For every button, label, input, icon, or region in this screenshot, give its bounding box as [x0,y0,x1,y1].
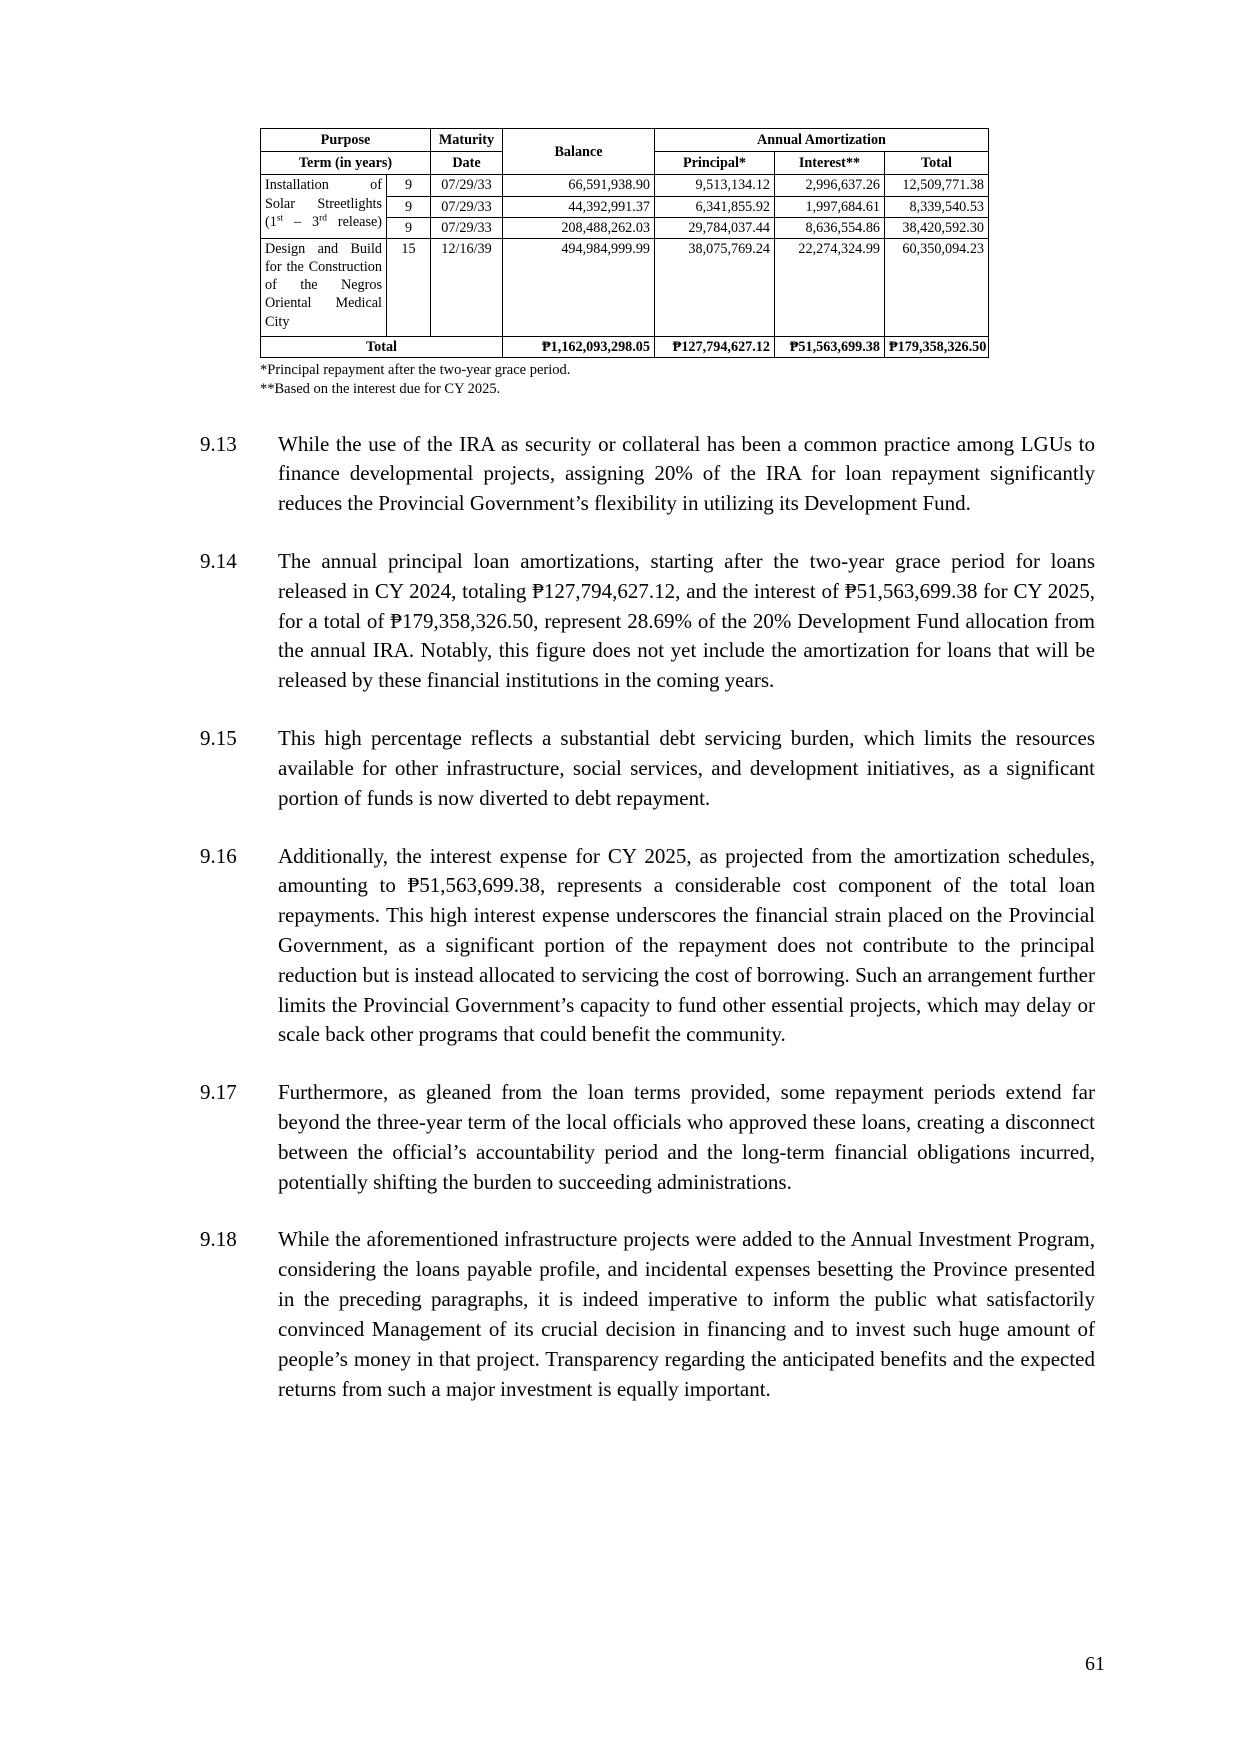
header-total: Total [885,152,989,175]
header-term: Term (in years) [261,152,431,175]
total-principal: ₱127,794,627.12 [655,336,775,357]
total-total: ₱179,358,326.50 [885,336,989,357]
cell-maturity: 07/29/33 [431,196,503,217]
purpose-text-line2: Solar Streetlights [265,195,382,212]
cell-purpose-solar [261,175,387,239]
table-footnotes [260,361,1105,400]
paragraph-number: 9.16 [200,843,237,868]
paragraph-number: 9.13 [200,431,237,456]
header-purpose: Purpose [261,129,431,152]
cell-principal: 9,513,134.12 [655,175,775,196]
cell-principal: 29,784,037.44 [655,217,775,238]
table-row [261,175,989,196]
cell-term: 15 [387,238,431,336]
amortization-table [260,128,989,358]
paragraph-9-16 [200,842,1095,1051]
ordinal-suffix-rd: rd [319,212,327,223]
paragraph-text: While the use of the IRA as security or collateral has been a common practice among LGUs to finance developmental projects, assigning 20% of the IRA for loan repayment significantly reduces the Provincial Government’s flexibility in utilizing its Development Fund. [278,431,1095,516]
body-content [200,430,1095,1405]
header-principal: Principal* [655,152,775,175]
cell-total: 12,509,771.38 [885,175,989,196]
cell-term: 9 [387,175,431,196]
total-balance: ₱1,162,093,298.05 [503,336,655,357]
paragraph-number: 9.17 [200,1080,237,1105]
cell-term: 9 [387,196,431,217]
header-interest: Interest** [775,152,885,175]
cell-balance: 44,392,991.37 [503,196,655,217]
paragraph-text: Furthermore, as gleaned from the loan terms provided, some repayment periods extend far beyond the three-year term of the local officials who approved these loans, creating a disconnect between the official’s accountability period and the long-term financial obligations incurred, potentially shifting the burden to succeeding administrations. [278,1080,1095,1194]
table-total-row [261,336,989,357]
table-header-row-1 [261,129,989,152]
paragraph-text: The annual principal loan amortizations, starting after the two-year grace period for loans released in CY 2024, totaling ₱127,794,627.12, and the interest of ₱51,563,699.38 for CY 2025, for a total of ₱179,358,326.50, represent 28.69% of the 20% Development Fund allocation from the annual IRA. Notably, this figure does not yet include the amortization for loans that will be released by these financial institutions in the coming years. [278,549,1095,693]
purpose-text-line3: (1st – 3rd release) [265,212,382,230]
cell-balance: 208,488,262.03 [503,217,655,238]
cell-maturity: 07/29/33 [431,175,503,196]
cell-interest: 1,997,684.61 [775,196,885,217]
cell-balance: 494,984,999.99 [503,238,655,336]
paragraph-text: While the aforementioned infrastructure projects were added to the Annual Investment Program, considering the loans payable profile, and incidental expenses besetting the Province presented in the preceding paragraphs, it is indeed imperative to inform the public what satisfactorily convinced Management of its crucial decision in financing and to invest such huge amount of people’s money in that project. Transparency regarding the anticipated benefits and the expected returns from such a major investment is equally important. [278,1227,1095,1401]
table-body [261,175,989,358]
cell-maturity: 12/16/39 [431,238,503,336]
cell-total: 8,339,540.53 [885,196,989,217]
amortization-table-container [260,128,1105,358]
cell-purpose-medical-city: Design and Build for the Construction of the Negros Oriental Medical City [261,238,387,336]
header-balance: Balance [503,129,655,175]
paragraph-text: This high percentage reflects a substantial debt servicing burden, which limits the resources available for other infrastructure, social services, and development initiatives, as a significant portion of funds is now diverted to debt repayment. [278,726,1095,810]
cell-total: 60,350,094.23 [885,238,989,336]
cell-interest: 22,274,324.99 [775,238,885,336]
paragraph-number: 9.15 [200,726,237,751]
cell-principal: 38,075,769.24 [655,238,775,336]
cell-maturity: 07/29/33 [431,217,503,238]
cell-interest: 2,996,637.26 [775,175,885,196]
paragraph-number: 9.18 [200,1227,237,1252]
header-maturity-line1: Maturity [431,129,503,152]
ordinal-suffix-st: st [276,212,284,223]
cell-interest: 8,636,554.86 [775,217,885,238]
table-header [261,129,989,175]
paragraph-9-13 [200,430,1095,519]
table-row [261,238,989,336]
total-interest: ₱51,563,699.38 [775,336,885,357]
cell-principal: 6,341,855.92 [655,196,775,217]
total-row-label: Total [261,336,503,357]
header-annual-amortization: Annual Amortization [655,129,989,152]
footnote-interest: **Based on the interest due for CY 2025. [260,381,501,398]
footnote-principal: *Principal repayment after the two-year grace period. [260,362,571,379]
purpose-text-line1: Installation of [265,177,382,194]
paragraph-9-15 [200,724,1095,813]
page-number: 61 [1085,1653,1105,1675]
paragraph-9-14 [200,547,1095,696]
paragraph-9-18 [200,1225,1095,1404]
header-maturity-line2: Date [431,152,503,175]
cell-balance: 66,591,938.90 [503,175,655,196]
cell-total: 38,420,592.30 [885,217,989,238]
paragraph-number: 9.14 [200,549,237,574]
paragraph-9-17 [200,1078,1095,1197]
paragraph-text: Additionally, the interest expense for CY 2025, as projected from the amortization schedules, amounting to ₱51,563,699.38, represents a considerable cost component of the total loan repayments. This high interest expense underscores the financial strain placed on the Provincial Government, as a significant portion of the repayment does not contribute to the principal reduction but is instead allocated to servicing the cost of borrowing. Such an arrangement further limits the Provincial Government’s capacity to fund other essential projects, which may delay or scale back other programs that could benefit the community. [278,843,1095,1047]
cell-term: 9 [387,217,431,238]
